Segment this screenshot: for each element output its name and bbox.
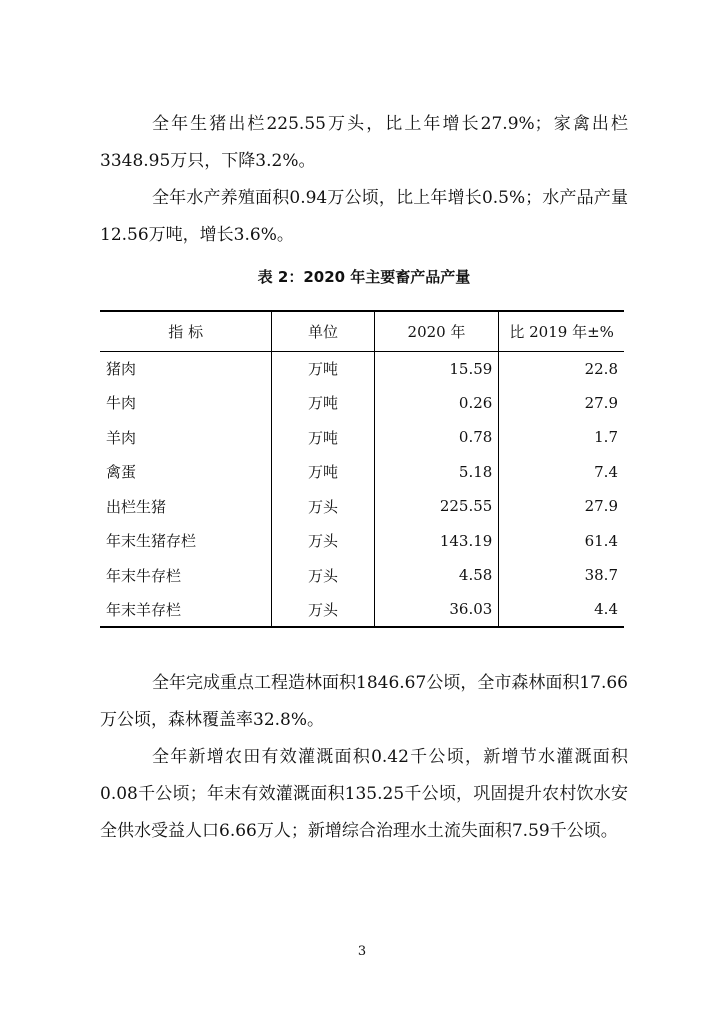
table-row	[100, 455, 624, 490]
row-value: 4.58	[374, 558, 499, 593]
paragraph-irrigation: 全年新增农田有效灌溉面积0.42千公顷，新增节水灌溉面积0.08千公顷；年末有效灌溉面积135.25千公顷，巩固提升农村饮水安全供水受益人口6.66万人；新增综合治理水土流失面积7.59千公顷。	[100, 747, 628, 841]
paragraph-aquaculture: 全年水产养殖面积0.94万公顷，比上年增长0.5%；水产品产量12.56万吨，增长3.6%。	[100, 188, 628, 245]
table-row	[100, 386, 624, 421]
row-value: 0.26	[374, 386, 499, 421]
row-value: 5.18	[374, 455, 499, 490]
row-unit: 万吨	[272, 386, 374, 421]
row-change: 7.4	[499, 455, 624, 490]
table-row	[100, 351, 624, 386]
row-name: 禽蛋	[106, 463, 137, 482]
table-row	[100, 489, 624, 524]
row-name: 年末牛存栏	[106, 566, 182, 585]
row-value: 143.19	[374, 524, 499, 559]
row-name: 年末生猪存栏	[106, 532, 197, 551]
row-value: 225.55	[374, 489, 499, 524]
row-name: 牛肉	[106, 394, 137, 413]
row-change: 61.4	[499, 524, 624, 559]
paragraph-livestock: 全年生猪出栏225.55万头，比上年增长27.9%；家禽出栏3348.95万只，下降3.2%。	[100, 114, 628, 171]
row-unit: 万头	[272, 489, 374, 524]
row-unit: 万吨	[272, 420, 374, 455]
header-change: 比 2019 年±%	[499, 311, 624, 351]
row-unit: 万头	[272, 558, 374, 593]
paragraph-forestry: 全年完成重点工程造林面积1846.67公顷，全市森林面积17.66万公顷，森林覆盖率32.8%。	[100, 673, 628, 730]
row-value: 36.03	[374, 593, 499, 628]
row-value: 0.78	[374, 420, 499, 455]
row-change: 27.9	[499, 386, 624, 421]
table-row	[100, 593, 624, 628]
row-unit: 万头	[272, 524, 374, 559]
row-value: 15.59	[374, 351, 499, 386]
row-change: 22.8	[499, 351, 624, 386]
table-row	[100, 558, 624, 593]
row-change: 27.9	[499, 489, 624, 524]
row-name: 羊肉	[106, 428, 137, 447]
row-change: 38.7	[499, 558, 624, 593]
page-number: 3	[357, 944, 367, 959]
table-row	[100, 420, 624, 455]
row-name: 出栏生猪	[106, 497, 167, 516]
table-row	[100, 524, 624, 559]
table-header-row	[100, 311, 624, 351]
row-unit: 万吨	[272, 455, 374, 490]
row-name: 年末羊存栏	[100, 593, 272, 628]
row-unit: 万吨	[272, 351, 374, 386]
header-indicator: 指 标	[100, 311, 272, 351]
header-unit: 单位	[272, 311, 374, 351]
table-caption: 表 2：2020 年主要畜产品产量	[257, 268, 471, 286]
row-unit: 万头	[272, 593, 374, 628]
row-change: 4.4	[499, 593, 624, 628]
livestock-products-table	[100, 310, 624, 628]
header-2020: 2020 年	[374, 311, 499, 351]
row-change: 1.7	[499, 420, 624, 455]
row-name: 猪肉	[106, 360, 137, 378]
